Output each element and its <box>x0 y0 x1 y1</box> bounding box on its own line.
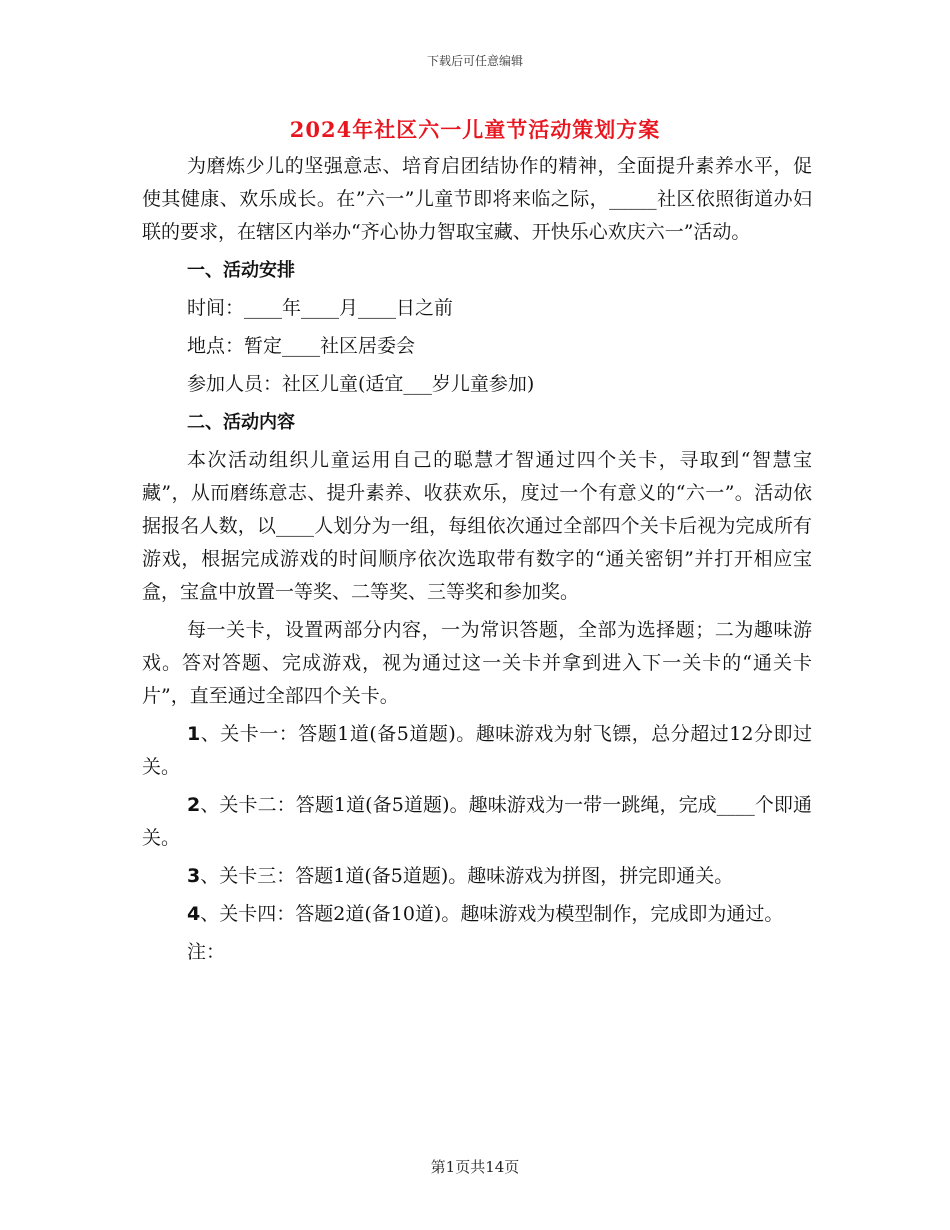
schedule-participants: 参加人员：社区儿童(适宜___岁儿童参加) <box>187 373 535 395</box>
document-body <box>142 150 812 974</box>
document-title: 2024年社区六一儿童节活动策划方案 <box>289 117 661 142</box>
checkpoint-number: 4 <box>187 903 201 925</box>
content-paragraph-1: 本次活动组织儿童运用自己的聪慧才智通过四个关卡，寻取到“智慧宝藏”，从而磨练意志、提升素养、收获欢乐，度过一个有意义的“六一”。活动依据报名人数，以____人划分为一组，每组依次通过全部四个关卡后视为完成所有游戏，根据完成游戏的时间顺序依次选取带有数字的“通关密钥”并打开相应宝盒，宝盒中放置一等奖、二等奖、三等奖和参加奖。 <box>142 449 812 603</box>
checkpoint-item-4 <box>142 898 812 931</box>
schedule-time: 时间：____年____月____日之前 <box>187 297 454 319</box>
checkpoint-text: 、关卡三：答题1道(备5道题)。趣味游戏为拼图，拼完即通关。 <box>200 865 734 887</box>
page-number: 第1页共14页 <box>430 1158 520 1176</box>
section-heading-content: 二、活动内容 <box>187 412 295 433</box>
checkpoint-text: 、关卡四：答题2道(备10道)。趣味游戏为模型制作，完成即为通过。 <box>200 903 784 925</box>
note-label: 注： <box>187 941 226 963</box>
checkpoint-item-1 <box>142 718 812 784</box>
page-header-note: 下载后可任意编辑 <box>426 54 523 68</box>
checkpoint-item-3 <box>142 860 812 893</box>
content-paragraph-2: 每一关卡，设置两部分内容，一为常识答题，全部为选择题；二为趣味游戏。答对答题、完成游戏，视为通过这一关卡并拿到进入下一关卡的“通关卡片”，直至通过全部四个关卡。 <box>142 619 812 707</box>
checkpoint-item-2 <box>142 789 812 855</box>
section-heading-schedule: 一、活动安排 <box>187 260 295 281</box>
intro-paragraph: 为磨炼少儿的坚强意志、培育启团结协作的精神，全面提升素养水平，促使其健康、欢乐成长。在”六一”儿童节即将来临之际，_____社区依照街道办妇联的要求，在辖区内举办“齐心协力智取宝藏、开快乐心欢庆六一”活动。 <box>142 155 812 243</box>
checkpoint-text: 、关卡二：答题1道(备5道题)。趣味游戏为一带一跳绳，完成____个即通关。 <box>142 794 812 849</box>
checkpoint-number: 1 <box>187 723 201 745</box>
checkpoint-number: 3 <box>187 865 201 887</box>
checkpoint-number: 2 <box>187 794 201 816</box>
schedule-place: 地点：暂定____社区居委会 <box>187 335 416 357</box>
checkpoint-text: 、关卡一：答题1道(备5道题)。趣味游戏为射飞镖，总分超过12分即过关。 <box>142 723 812 778</box>
